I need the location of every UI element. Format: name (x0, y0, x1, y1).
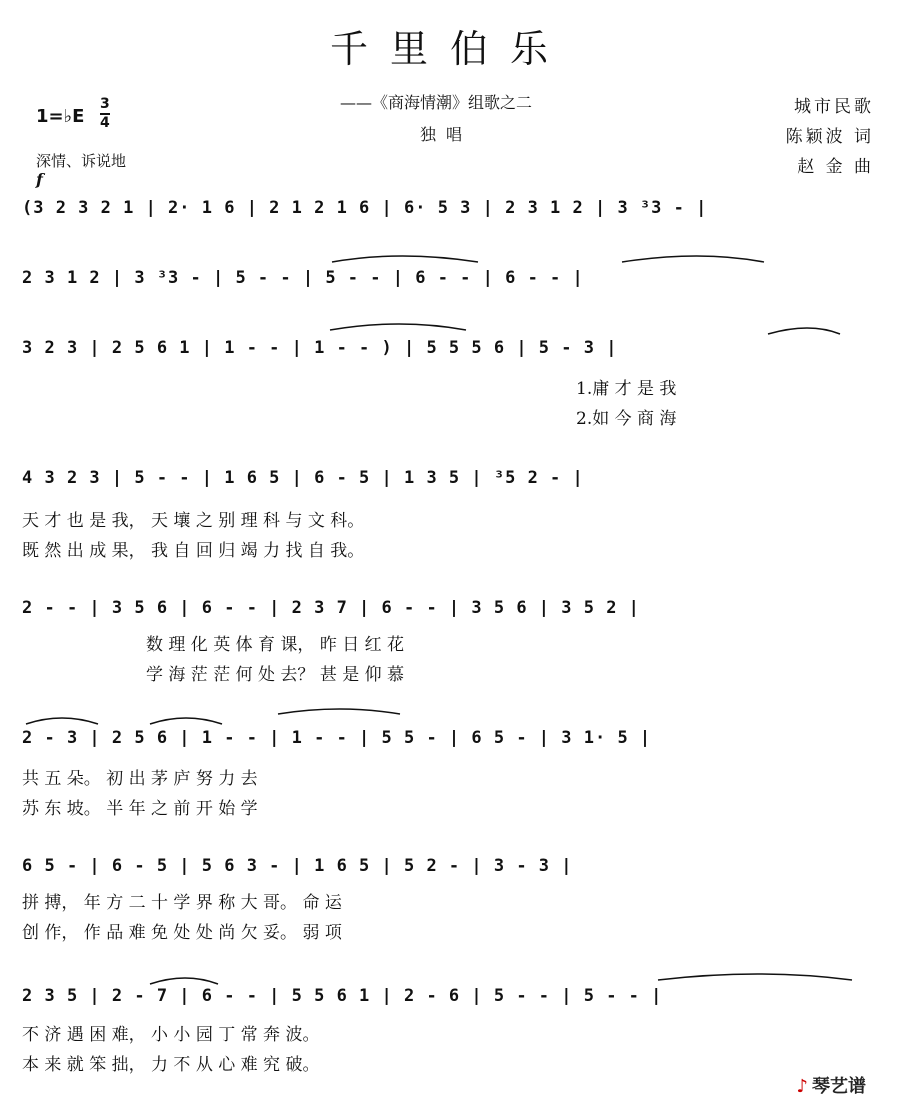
lyric-line: 本 来 就 笨 拙， 力 不 从 心 难 究 破。 (22, 1055, 320, 1075)
time-signature-top: 3 (100, 96, 110, 112)
credit-source: 城市民歌 (794, 97, 874, 117)
credit-composer: 赵 金 曲 (797, 157, 874, 177)
lyric-line: 既 然 出 成 果， 我 自 回 归 竭 力 找 自 我。 (22, 541, 365, 561)
brand-logo: ♪ 琴艺谱 (796, 1076, 866, 1097)
lyric-line: 学 海 茫 茫 何 处 去？ 甚 是 仰 慕 (146, 665, 405, 685)
lyric-line: 2.如 今 商 海 (576, 409, 677, 429)
lyric-line: 拼 搏， 年 方 二 十 学 界 称 大 哥。 命 运 (22, 893, 342, 913)
lyric-line: 数 理 化 英 体 育 课， 昨 日 红 花 (146, 635, 405, 655)
key-signature: 1=♭E (36, 106, 85, 127)
lyric-line: 苏 东 坡。 半 年 之 前 开 始 学 (22, 799, 258, 819)
lyric-line: 不 济 遇 困 难， 小 小 园 丁 常 奔 波。 (22, 1025, 320, 1045)
score-system-8: 2 3 5 | 2 - 7 | 6 - - | 5 5 6 1 | 2 - 6 | 5 - - | 5 - - | (22, 986, 663, 1006)
lyric-line: 1.庸 才 是 我 (576, 379, 677, 399)
score-system-1: (3 2 3 2 1 | 2· 1 6 | 2 1 2 1 6 | 6· 5 3 | 2 3 1 2 | 3 ³3 - | (22, 198, 708, 218)
score-system-3: 3 2 3 | 2 5 6 1 | 1 - - | 1 - - ) | 5 5 5 6 | 5 - 3 | (22, 338, 618, 358)
song-subtitle: ——《商海情潮》组歌之二 (340, 93, 533, 112)
time-signature-bottom: 4 (100, 115, 110, 131)
lyric-line: 共 五 朵。 初 出 茅 庐 努 力 去 (22, 769, 258, 789)
score-system-4: 4 3 2 3 | 5 - - | 1 6 5 | 6 - 5 | 1 3 5 | ³5 2 - | (22, 468, 584, 488)
performance-type: 独唱 (420, 125, 473, 144)
lyric-line: 创 作， 作 品 难 免 处 处 尚 欠 妥。 弱 项 (22, 923, 342, 943)
score-system-6: 2 - 3 | 2 5 6 | 1 - - | 1 - - | 5 5 - | 6 5 - | 3 1· 5 | (22, 728, 652, 748)
lyric-line: 天 才 也 是 我， 天 壤 之 别 理 科 与 文 科。 (22, 511, 365, 531)
logo-icon: ♪ (796, 1076, 808, 1097)
credit-lyricist: 陈颖波 词 (785, 127, 874, 147)
dynamic-marking: f (36, 170, 43, 189)
song-title: 千里伯乐 (329, 27, 570, 71)
score-system-5: 2 - - | 3 5 6 | 6 - - | 2 3 7 | 6 - - | 3 5 6 | 3 5 2 | (22, 598, 640, 618)
score-system-2: 2 3 1 2 | 3 ³3 - | 5 - - | 5 - - | 6 - - | 6 - - | (22, 268, 584, 288)
score-system-7: 6 5 - | 6 - 5 | 5 6 3 - | 1 6 5 | 5 2 - | 3 - 3 | (22, 856, 573, 876)
expression-marking: 深情、诉说地 (36, 152, 127, 170)
